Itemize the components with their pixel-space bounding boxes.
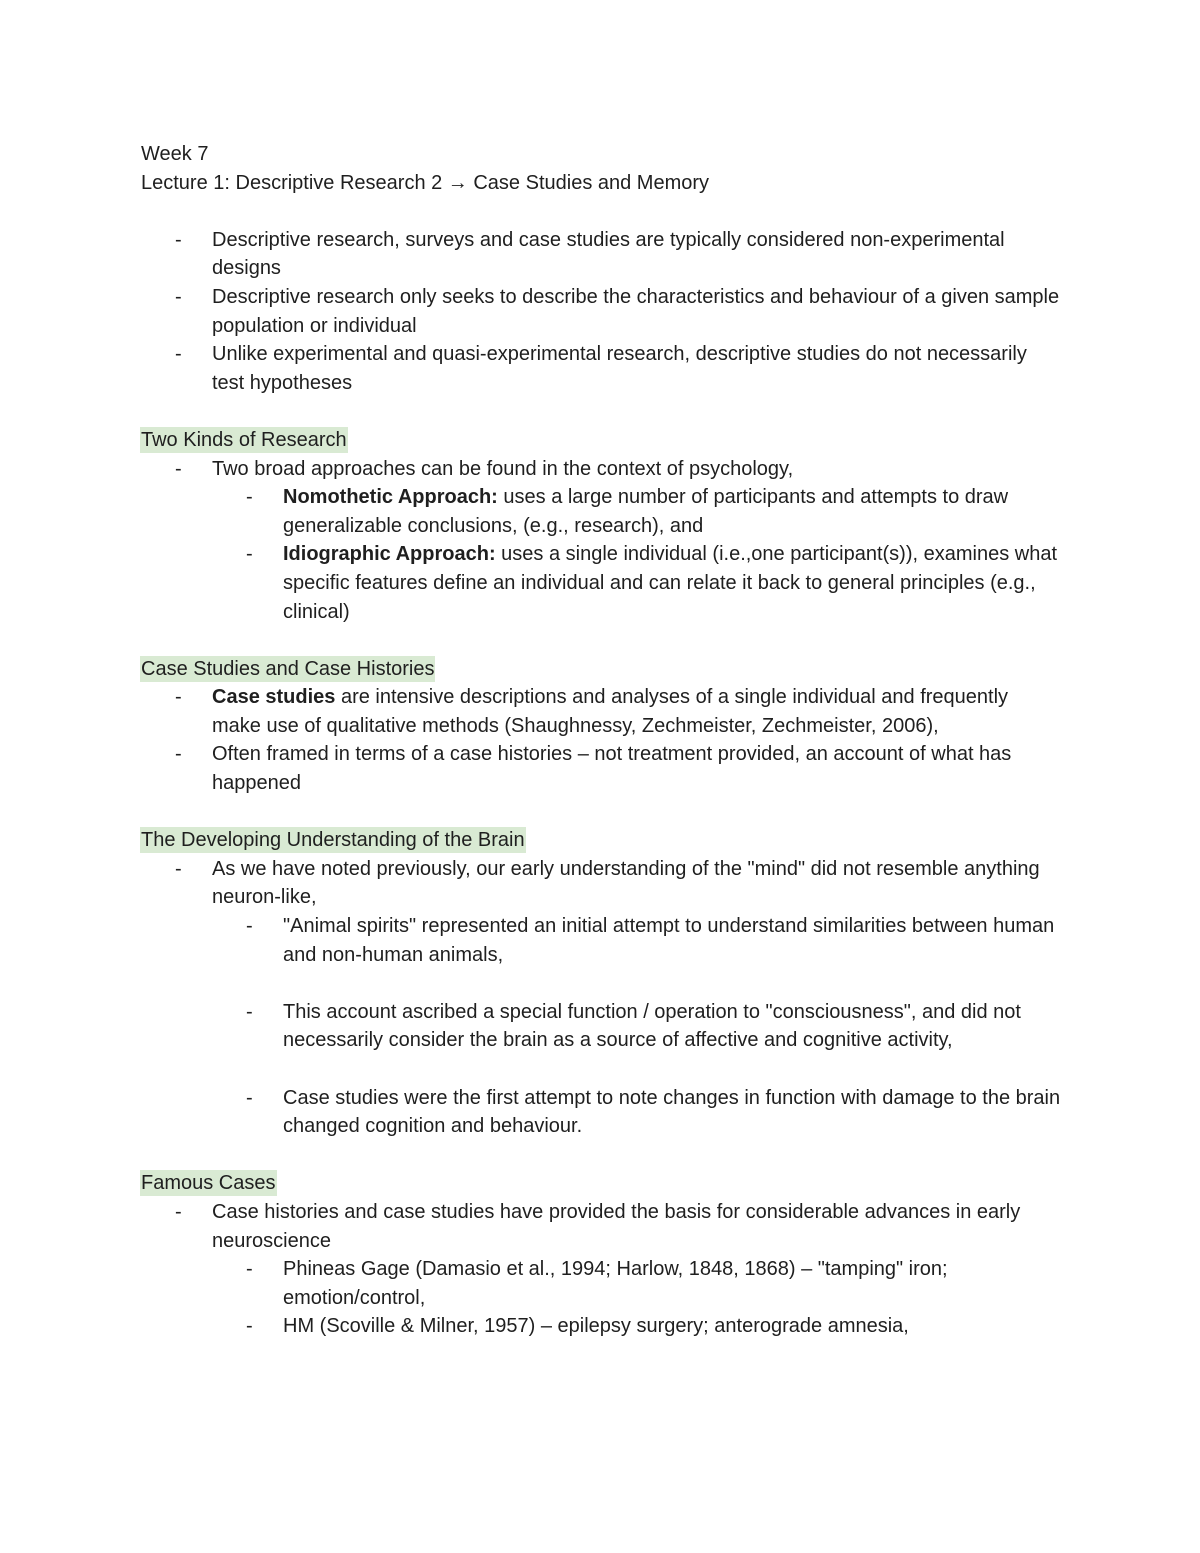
sublist-item: - "Animal spirits" represented an initial attempt to understand similarities between human and non-human animals,: [141, 912, 1061, 969]
list-item: - Descriptive research only seeks to describe the characteristics and behaviour of a given sample population or individual: [141, 283, 1061, 340]
page-title: Week 7: [141, 143, 209, 165]
sublist-item: - Nomothetic Approach: uses a large number of participants and attempts to draw generalizable conclusions, (e.g., research), and: [141, 483, 1061, 540]
sublist-item: - Phineas Gage (Damasio et al., 1994; Harlow, 1848, 1868) – "tamping" iron; emotion/control,: [141, 1255, 1061, 1312]
list-item: - Two broad approaches can be found in the context of psychology, - Nomothetic Approach: uses a large number of participants and attempts to draw generalizable conclusions, (e.g., research), and - Idiographic Approach: uses a single individual (i.e.,one participant(s)), examines what specific features define an individual and can relate it back to general principles (e.g., clinical): [141, 455, 1061, 627]
sublist-item: - HM (Scoville & Milner, 1957) – epilepsy surgery; anterograde amnesia,: [141, 1312, 1061, 1341]
bullet-dash: -: [246, 1315, 253, 1338]
bullet-dash: -: [175, 228, 182, 251]
case-studies-list: [141, 683, 1061, 797]
bullet-dash: -: [175, 1200, 182, 1223]
bullet-dash: -: [175, 857, 182, 880]
term-idiographic: Idiographic Approach:: [283, 543, 496, 566]
bullet-dash: -: [246, 1086, 253, 1109]
bullet-dash: -: [246, 543, 253, 566]
approaches-sublist: [212, 483, 1061, 626]
brain-list: [141, 855, 1061, 1141]
term-nomothetic: Nomothetic Approach:: [283, 486, 498, 509]
list-item: - Case studies are intensive descriptions and analyses of a single individual and frequently make use of qualitative methods (Shaughnessy, Zechmeister, Zechmeister, 2006),: [141, 683, 1061, 740]
two-kinds-list: [141, 455, 1061, 627]
term-case-studies: Case studies: [212, 686, 336, 709]
bullet-dash: -: [175, 457, 182, 480]
bullet-dash: -: [175, 343, 182, 366]
blank-line: [141, 197, 1061, 226]
section-heading-brain: The Developing Understanding of the Brain: [141, 829, 525, 852]
sublist-item: - This account ascribed a special function / operation to "consciousness", and did not necessarily consider the brain as a source of affective and cognitive activity,: [141, 998, 1061, 1055]
list-item: - Case histories and case studies have provided the basis for considerable advances in early neuroscience - Phineas Gage (Damasio et al., 1994; Harlow, 1848, 1868) – "tamping" iron; emotion/control, - HM (Scoville & Milner, 1957) – epilepsy surgery; anterograde amnesia,: [141, 1198, 1061, 1341]
section-heading-case-studies: Case Studies and Case Histories: [141, 657, 435, 680]
section-heading-famous: Famous Cases: [141, 1172, 276, 1195]
bullet-dash: -: [246, 1258, 253, 1281]
bullet-dash: -: [175, 743, 182, 766]
list-item: - As we have noted previously, our early understanding of the "mind" did not resemble anything neuron-like, - "Animal spirits" represented an initial attempt to understand similarities between human and non-human animals, - This account ascribed a special function / operation to "consciousness", and did not necessarily consider the brain as a source of affective and cognitive activity, - Case studies were the first attempt to note changes in function with damage to the brain changed cognition and behaviour.: [141, 855, 1061, 1141]
document-body: [141, 140, 1061, 1341]
famous-sublist: [212, 1255, 1061, 1341]
sublist-item: - Case studies were the first attempt to note changes in function with damage to the brain changed cognition and behaviour.: [141, 1084, 1061, 1141]
bullet-dash: -: [246, 915, 253, 938]
list-item: - Often framed in terms of a case histories – not treatment provided, an account of what has happened: [141, 740, 1061, 797]
list-item: - Unlike experimental and quasi-experimental research, descriptive studies do not necessarily test hypotheses: [141, 340, 1061, 397]
intro-list: [141, 226, 1061, 398]
lecture-title: Lecture 1: Descriptive Research 2 → Case Studies and Memory: [141, 171, 710, 194]
section-heading-two-kinds: Two Kinds of Research: [141, 428, 347, 451]
bullet-dash: -: [246, 1000, 253, 1023]
bullet-dash: -: [175, 285, 182, 308]
bullet-dash: -: [175, 686, 182, 709]
sublist-item: - Idiographic Approach: uses a single individual (i.e.,one participant(s)), examines what specific features define an individual and can relate it back to general principles (e.g., clinical): [141, 540, 1061, 626]
bullet-dash: -: [246, 486, 253, 509]
famous-list: [141, 1198, 1061, 1341]
brain-sublist: [212, 912, 1061, 1141]
list-item: - Descriptive research, surveys and case studies are typically considered non-experimental designs: [141, 226, 1061, 283]
